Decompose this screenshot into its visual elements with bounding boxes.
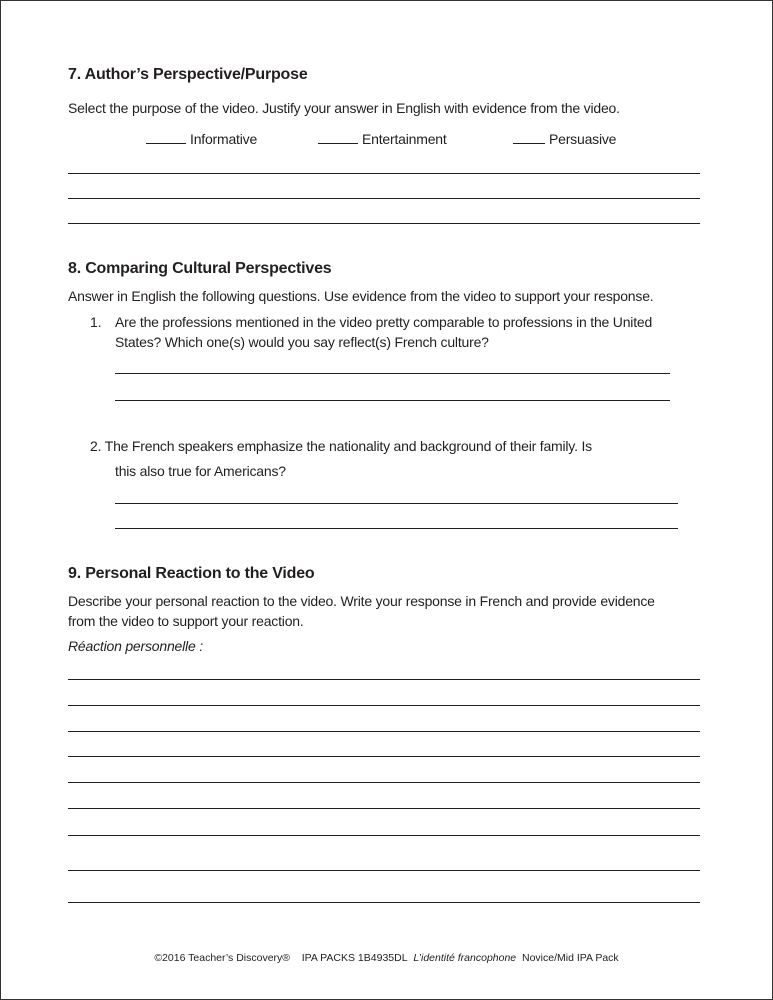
option-entertainment[interactable] xyxy=(318,131,447,147)
footer xyxy=(0,952,773,964)
footer-copyright: ©2016 Teacher’s Discovery® xyxy=(154,952,291,964)
footer-code: IPA PACKS 1B4935DL xyxy=(301,952,408,964)
section-9-heading: 9. Personal Reaction to the Video xyxy=(68,565,315,582)
answer-line[interactable] xyxy=(115,528,678,529)
footer-pack: Novice/Mid IPA Pack xyxy=(521,952,619,964)
answer-line[interactable] xyxy=(115,373,670,374)
answer-line[interactable] xyxy=(68,173,700,174)
section-8-instruction: Answer in English the following questions. Use evidence from the video to support your response. xyxy=(68,288,654,304)
question-2-text-cont: this also true for Americans? xyxy=(115,463,286,479)
answer-line[interactable] xyxy=(115,503,678,504)
answer-line[interactable] xyxy=(68,902,700,903)
question-1-text-cont: States? Which one(s) would you say reflect(s) French culture? xyxy=(115,334,489,350)
option-label: Persuasive xyxy=(549,131,617,147)
answer-line[interactable] xyxy=(68,705,700,706)
section-9-instruction: Describe your personal reaction to the video. Write your response in French and provide evidence xyxy=(68,593,655,609)
answer-line[interactable] xyxy=(68,731,700,732)
answer-line[interactable] xyxy=(68,870,700,871)
option-label: Informative xyxy=(190,131,258,147)
section-8-heading: 8. Comparing Cultural Perspectives xyxy=(68,260,332,277)
answer-line[interactable] xyxy=(68,808,700,809)
option-persuasive[interactable] xyxy=(513,131,616,147)
option-label: Entertainment xyxy=(362,131,447,147)
question-2-text: 2. The French speakers emphasize the nationality and background of their family. Is xyxy=(90,438,592,454)
answer-line[interactable] xyxy=(68,679,700,680)
answer-line[interactable] xyxy=(68,835,700,836)
answer-line[interactable] xyxy=(68,198,700,199)
section-9-instruction-cont: from the video to support your reaction. xyxy=(68,613,304,629)
question-1-text: Are the professions mentioned in the video pretty comparable to professions in the United xyxy=(115,314,653,330)
option-informative[interactable] xyxy=(146,131,257,147)
answer-line[interactable] xyxy=(68,223,700,224)
section-7-heading: 7. Author’s Perspective/Purpose xyxy=(68,66,308,83)
reaction-label: Réaction personnelle : xyxy=(68,638,203,654)
footer-title: L’identité francophone xyxy=(413,952,517,964)
answer-line[interactable] xyxy=(115,400,670,401)
answer-line[interactable] xyxy=(68,782,700,783)
question-1-number: 1. xyxy=(90,314,102,330)
answer-line[interactable] xyxy=(68,756,700,757)
section-7-instruction: Select the purpose of the video. Justify your answer in English with evidence from the video. xyxy=(68,100,620,116)
